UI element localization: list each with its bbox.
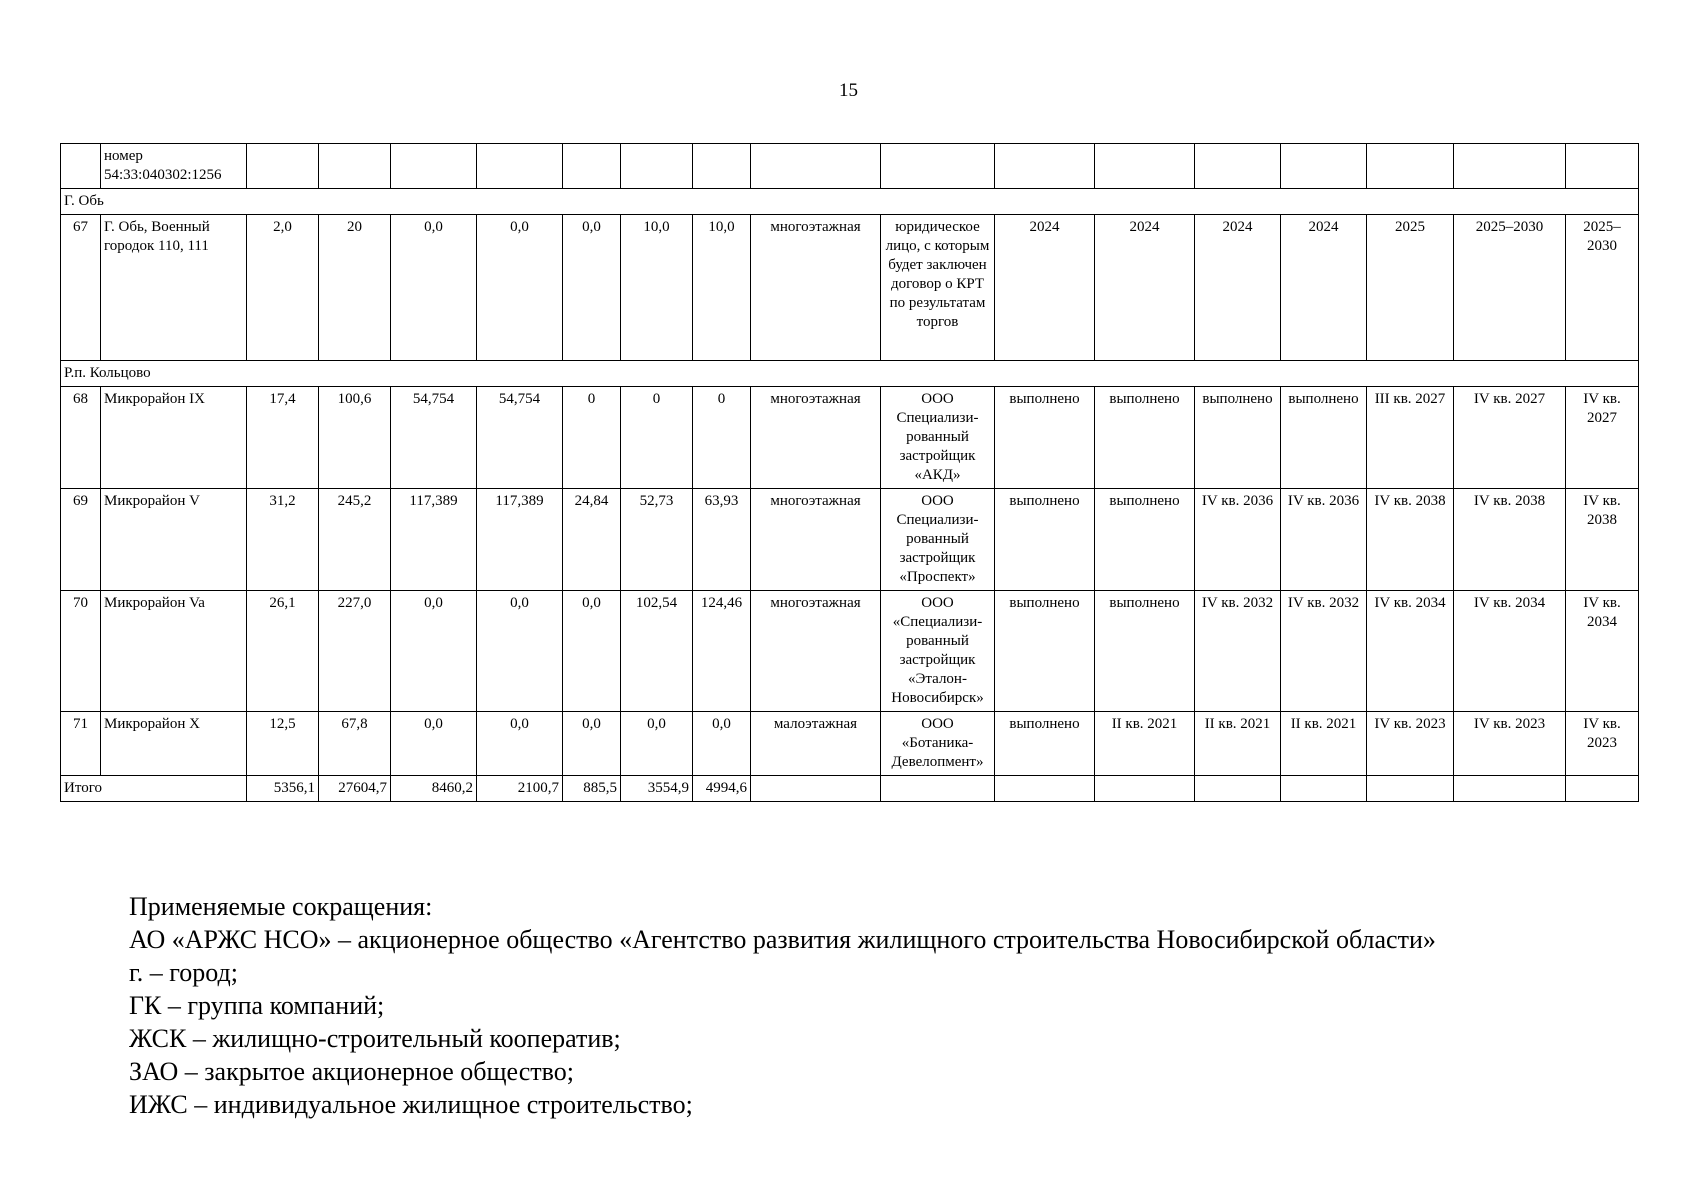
value-cell: 227,0: [319, 591, 391, 712]
stage-cell: IV кв. 2034: [1566, 591, 1639, 712]
table-row: [61, 591, 1639, 712]
developer-cell: ООО Специализи-рованный застройщик «Проспект»: [881, 489, 995, 591]
stage-cell: IV кв. 2038: [1566, 489, 1639, 591]
total-cell: 5356,1: [247, 776, 319, 802]
value-cell: 0,0: [563, 215, 621, 361]
developer-cell: ООО «Ботаника-Девелопмент»: [881, 712, 995, 776]
stage-cell: II кв. 2021: [1095, 712, 1195, 776]
building-type-cell: малоэтажная: [751, 712, 881, 776]
value-cell: 63,93: [693, 489, 751, 591]
value-cell: 0: [693, 387, 751, 489]
total-label: Итого: [61, 776, 247, 802]
stage-cell: выполнено: [1095, 387, 1195, 489]
stage-cell: выполнено: [995, 489, 1095, 591]
stage-cell: IV кв. 2036: [1195, 489, 1281, 591]
abbreviations-block: [129, 890, 1669, 1121]
value-cell: 0: [563, 387, 621, 489]
value-cell: 20: [319, 215, 391, 361]
total-cell: 27604,7: [319, 776, 391, 802]
value-cell: 0,0: [477, 712, 563, 776]
stage-cell: II кв. 2021: [1195, 712, 1281, 776]
value-cell: 12,5: [247, 712, 319, 776]
stage-cell: IV кв. 2032: [1281, 591, 1367, 712]
stage-cell: 2024: [1195, 215, 1281, 361]
row-number-cell: 68: [61, 387, 101, 489]
total-cell: 2100,7: [477, 776, 563, 802]
stage-cell: IV кв. 2027: [1454, 387, 1566, 489]
value-cell: 31,2: [247, 489, 319, 591]
stage-cell: выполнено: [995, 387, 1095, 489]
object-name-cell: Микрорайон V: [101, 489, 247, 591]
object-name-cell: Микрорайон IX: [101, 387, 247, 489]
stage-cell: выполнено: [995, 591, 1095, 712]
row-number-cell: 70: [61, 591, 101, 712]
stage-cell: выполнено: [1095, 591, 1195, 712]
stage-cell: 2024: [995, 215, 1095, 361]
value-cell: 100,6: [319, 387, 391, 489]
total-cell: 4994,6: [693, 776, 751, 802]
stage-cell: IV кв. 2032: [1195, 591, 1281, 712]
value-cell: 0,0: [391, 712, 477, 776]
value-cell: 0,0: [391, 591, 477, 712]
stage-cell: 2024: [1281, 215, 1367, 361]
object-name-cell: Г. Обь, Военный городок 110, 111: [101, 215, 247, 361]
value-cell: 245,2: [319, 489, 391, 591]
value-cell: 24,84: [563, 489, 621, 591]
developer-cell: ООО «Специализи-рованный застройщик «Эталон-Новосибирск»: [881, 591, 995, 712]
value-cell: 17,4: [247, 387, 319, 489]
developer-cell: ООО Специализи-рованный застройщик «АКД»: [881, 387, 995, 489]
value-cell: 102,54: [621, 591, 693, 712]
value-cell: 117,389: [391, 489, 477, 591]
row-number-cell: 71: [61, 712, 101, 776]
stage-cell: выполнено: [1095, 489, 1195, 591]
table-row: [61, 712, 1639, 776]
abbreviation-item: г. – город;: [129, 958, 238, 987]
row-number-cell: 69: [61, 489, 101, 591]
table-row: [61, 144, 1639, 189]
value-cell: 117,389: [477, 489, 563, 591]
stage-cell: 2025–2030: [1454, 215, 1566, 361]
value-cell: 26,1: [247, 591, 319, 712]
section-header-row: [61, 189, 1639, 215]
value-cell: 54,754: [477, 387, 563, 489]
total-cell: 8460,2: [391, 776, 477, 802]
stage-cell: 2025–2030: [1566, 215, 1639, 361]
stage-cell: IV кв. 2036: [1281, 489, 1367, 591]
page-number: 15: [839, 80, 858, 101]
section-title: Г. Обь: [61, 189, 1639, 215]
value-cell: 0,0: [693, 712, 751, 776]
row-number-cell: 67: [61, 215, 101, 361]
value-cell: 52,73: [621, 489, 693, 591]
value-cell: 0,0: [563, 591, 621, 712]
building-type-cell: многоэтажная: [751, 489, 881, 591]
stage-cell: IV кв. 2023: [1566, 712, 1639, 776]
developer-cell: юридическое лицо, с которым будет заключен договор о КРТ по результатам торгов: [881, 215, 995, 361]
cadastral-number-cell: номер 54:33:040302:1256: [101, 144, 247, 189]
stage-cell: 2025: [1367, 215, 1454, 361]
value-cell: 0: [621, 387, 693, 489]
building-type-cell: многоэтажная: [751, 215, 881, 361]
value-cell: 0,0: [391, 215, 477, 361]
stage-cell: выполнено: [1195, 387, 1281, 489]
section-title: Р.п. Кольцово: [61, 361, 1639, 387]
value-cell: 0,0: [563, 712, 621, 776]
construction-table: [60, 143, 1639, 802]
abbreviation-item: ЖСК – жилищно-строительный кооператив;: [129, 1024, 621, 1053]
abbreviation-item: ЗАО – закрытое акционерное общество;: [129, 1057, 574, 1086]
value-cell: 54,754: [391, 387, 477, 489]
value-cell: 124,46: [693, 591, 751, 712]
abbreviation-item: ИЖС – индивидуальное жилищное строительство;: [129, 1090, 693, 1119]
stage-cell: IV кв. 2038: [1454, 489, 1566, 591]
stage-cell: IV кв. 2034: [1367, 591, 1454, 712]
stage-cell: IV кв. 2038: [1367, 489, 1454, 591]
table-row: [61, 387, 1639, 489]
building-type-cell: многоэтажная: [751, 591, 881, 712]
total-cell: 3554,9: [621, 776, 693, 802]
value-cell: 2,0: [247, 215, 319, 361]
value-cell: 0,0: [477, 591, 563, 712]
abbreviation-item: ГК – группа компаний;: [129, 991, 385, 1020]
building-type-cell: многоэтажная: [751, 387, 881, 489]
value-cell: 0,0: [477, 215, 563, 361]
object-name-cell: Микрорайон X: [101, 712, 247, 776]
stage-cell: II кв. 2021: [1281, 712, 1367, 776]
total-row: [61, 776, 1639, 802]
value-cell: 10,0: [621, 215, 693, 361]
object-name-cell: Микрорайон Va: [101, 591, 247, 712]
section-header-row: [61, 361, 1639, 387]
stage-cell: IV кв. 2023: [1454, 712, 1566, 776]
abbreviation-item: АО «АРЖС НСО» – акционерное общество «Агентство развития жилищного строительства Новосибирской области»: [129, 925, 1436, 954]
total-cell: 885,5: [563, 776, 621, 802]
stage-cell: выполнено: [1281, 387, 1367, 489]
value-cell: 67,8: [319, 712, 391, 776]
abbreviations-heading: Применяемые сокращения:: [129, 892, 433, 921]
stage-cell: IV кв. 2023: [1367, 712, 1454, 776]
value-cell: 0,0: [621, 712, 693, 776]
table-row: [61, 215, 1639, 361]
value-cell: 10,0: [693, 215, 751, 361]
stage-cell: 2024: [1095, 215, 1195, 361]
stage-cell: выполнено: [995, 712, 1095, 776]
stage-cell: IV кв. 2034: [1454, 591, 1566, 712]
stage-cell: IV кв. 2027: [1566, 387, 1639, 489]
stage-cell: III кв. 2027: [1367, 387, 1454, 489]
table-row: [61, 489, 1639, 591]
